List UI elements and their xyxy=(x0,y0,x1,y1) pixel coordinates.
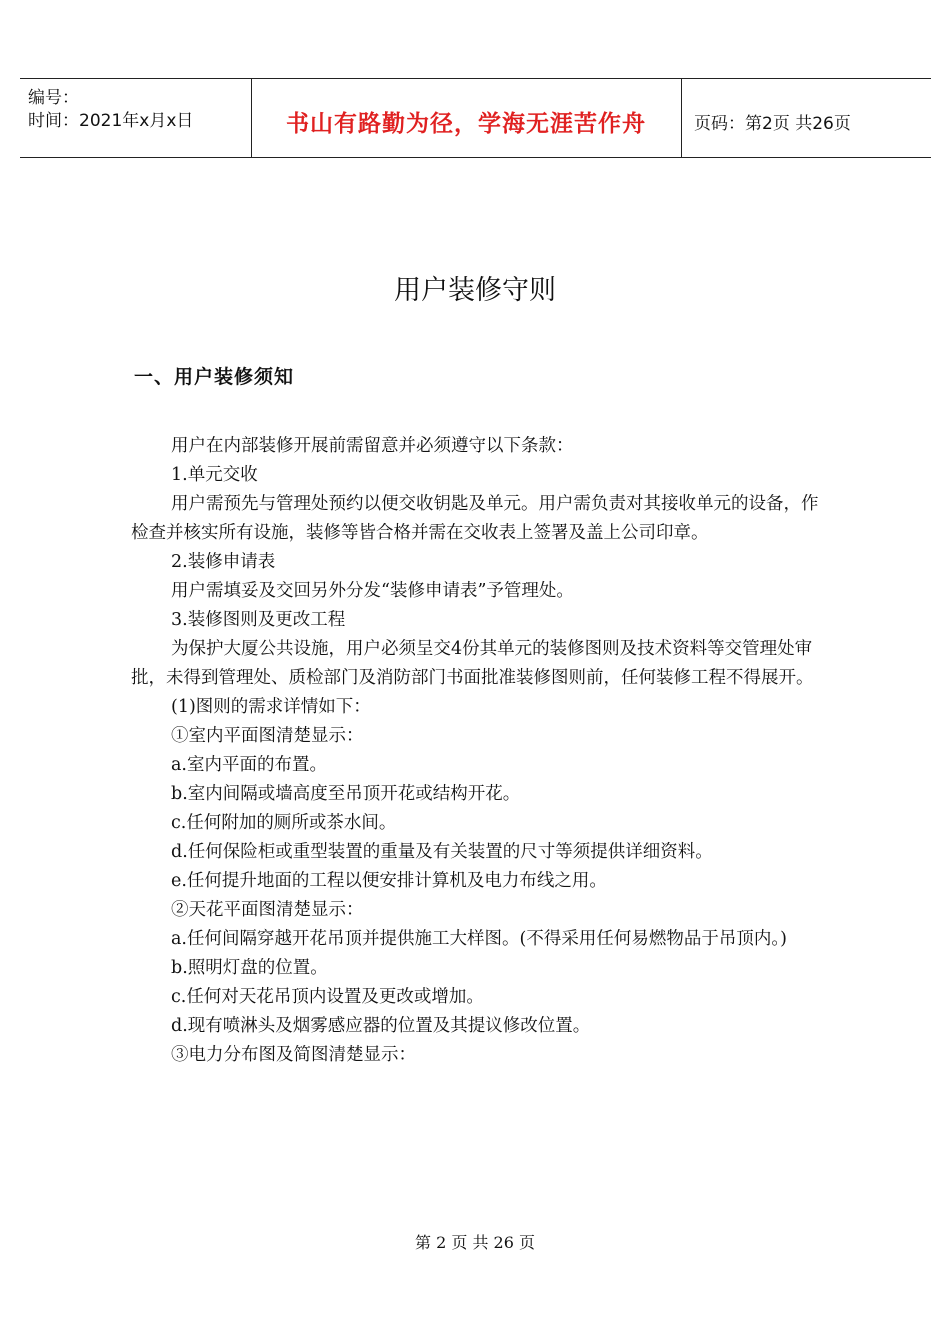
paragraph: 用户需填妥及交回另外分发“装修申请表”予管理处。 xyxy=(171,581,574,601)
paragraph: 用户需预先与管理处预约以便交收钥匙及单元。用户需负责对其接收单元的设备，作检查并核实所有设施，装修等皆合格并需在交收表上签署及盖上公司印章。 xyxy=(131,494,819,543)
time-label: 时间：2021年x月x日 xyxy=(28,111,194,131)
paragraph: a.任何间隔穿越开花吊顶并提供施工大样图。(不得采用任何易燃物品于吊顶内。) xyxy=(171,929,787,949)
paragraph: e.任何提升地面的工程以便安排计算机及电力布线之用。 xyxy=(171,871,607,891)
paragraph: 用户在内部装修开展前需留意并必须遵守以下条款： xyxy=(171,436,574,456)
document-title: 用户装修守则 xyxy=(394,275,556,306)
paragraph: (1)图则的需求详情如下： xyxy=(171,697,371,717)
number-label: 编号： xyxy=(28,88,79,108)
header-right-cell xyxy=(682,79,931,157)
paragraph: d.任何保险柜或重型装置的重量及有关装置的尺寸等须提供详细资料。 xyxy=(171,842,713,862)
paragraph: ①室内平面图清楚显示： xyxy=(171,726,364,746)
footer-page-number: 第 2 页 共 26 页 xyxy=(415,1233,535,1252)
paragraph: 为保护大厦公共设施，用户必须呈交4份其单元的装修图则及技术资料等交管理处审批，未得到管理处、质检部门及消防部门书面批准装修图则前，任何装修工程不得展开。 xyxy=(131,639,814,688)
paragraph: ②天花平面图清楚显示： xyxy=(171,900,364,920)
paragraph: c.任何附加的厕所或茶水间。 xyxy=(171,813,397,833)
paragraph: 1.单元交收 xyxy=(171,465,258,485)
document-header xyxy=(20,78,931,158)
header-page-info: 页码：第2页 共26页 xyxy=(694,114,851,134)
paragraph: 3.装修图则及更改工程 xyxy=(171,610,346,630)
paragraph: ③电力分布图及简图清楚显示： xyxy=(171,1045,416,1065)
paragraph: b.室内间隔或墙高度至吊顶开花或结构开花。 xyxy=(171,784,521,804)
document-body xyxy=(131,432,821,1070)
paragraph: b.照明灯盘的位置。 xyxy=(171,958,328,978)
paragraph: c.任何对天花吊顶内设置及更改或增加。 xyxy=(171,987,484,1007)
paragraph: d.现有喷淋头及烟雾感应器的位置及其提议修改位置。 xyxy=(171,1016,591,1036)
paragraph: 2.装修申请表 xyxy=(171,552,276,572)
header-left-cell xyxy=(20,79,252,157)
header-motto-cell xyxy=(251,79,682,157)
section-heading: 一、用户装修须知 xyxy=(134,366,295,388)
paragraph: a.室内平面的布置。 xyxy=(171,755,327,775)
header-motto: 书山有路勤为径，学海无涯苦作舟 xyxy=(286,111,646,137)
